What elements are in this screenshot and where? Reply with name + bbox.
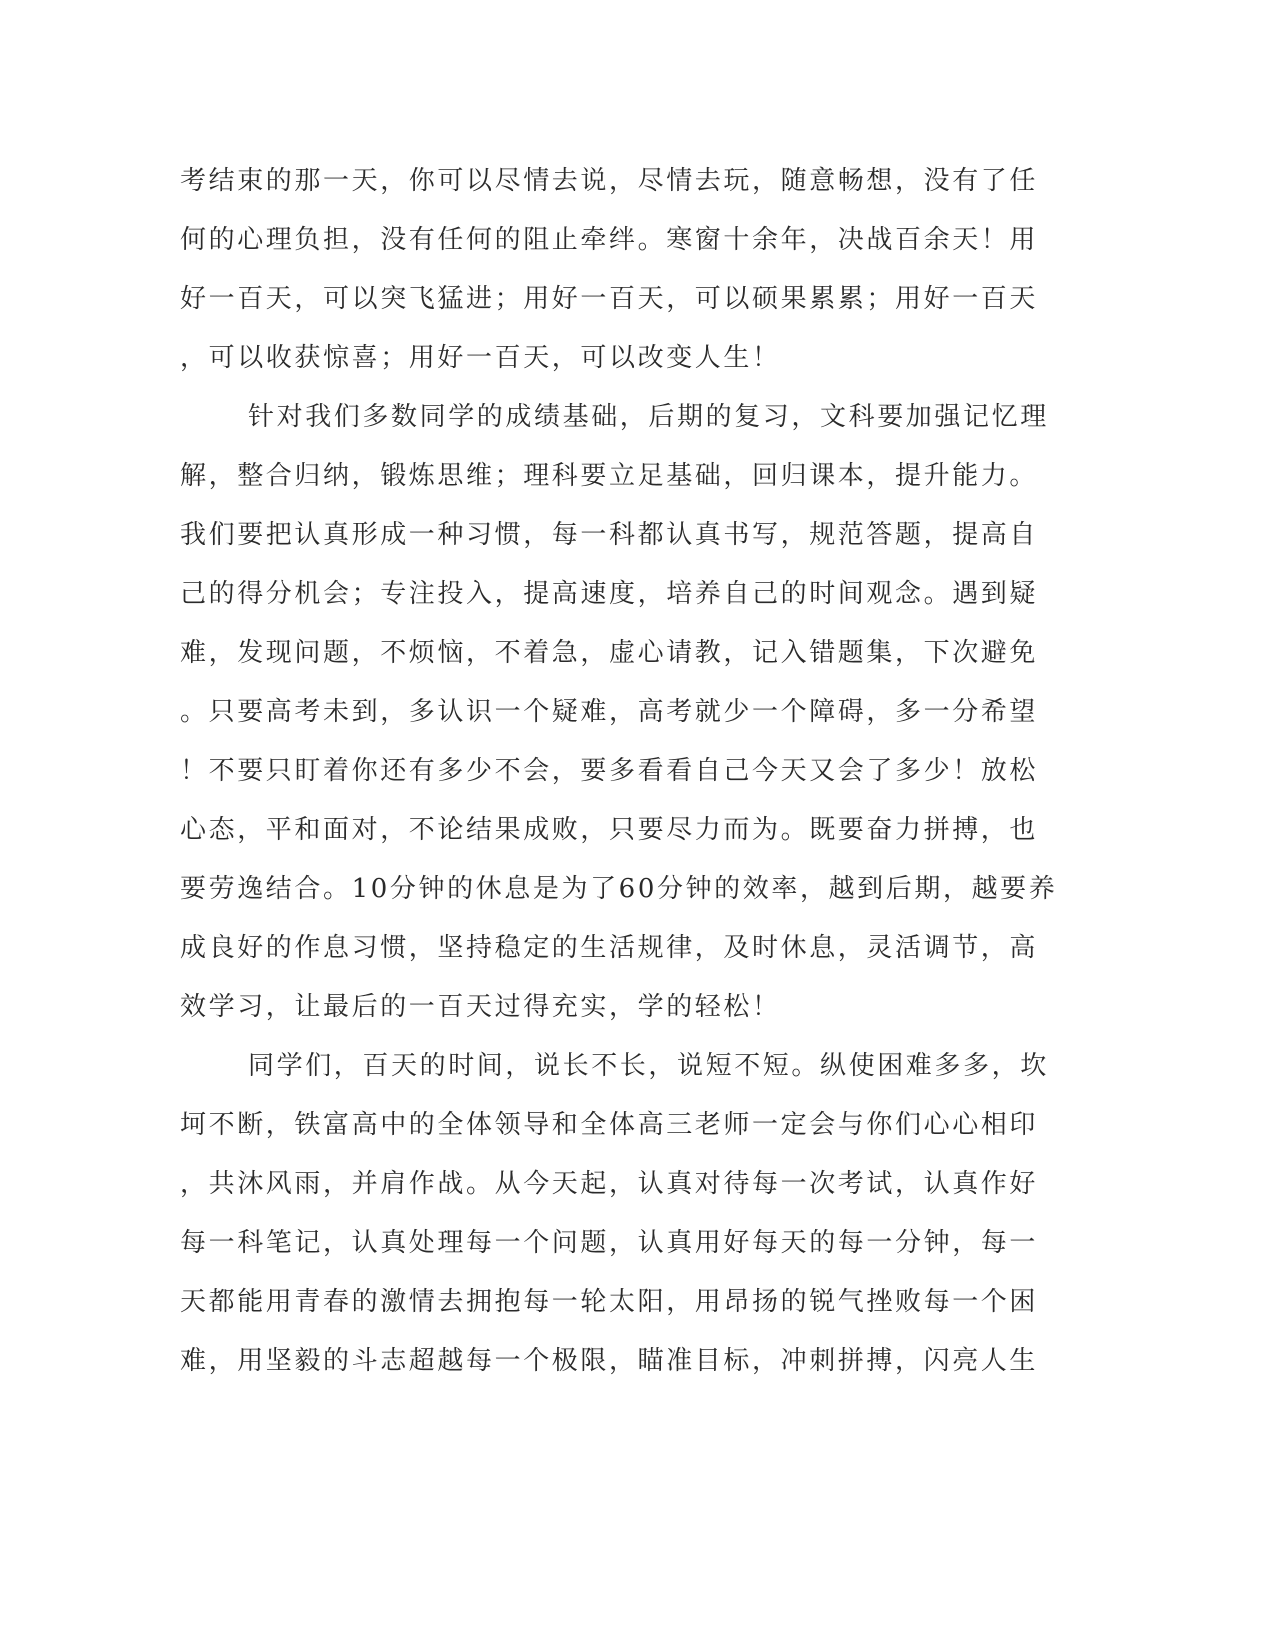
text-line: 天都能用青春的激情去拥抱每一轮太阳，用昂扬的锐气挫败每一个困 xyxy=(180,1287,1039,1317)
text-line: 难，发现问题，不烦恼，不着急，虚心请教，记入错题集，下次避免 xyxy=(180,638,1039,668)
text-line: ！不要只盯着你还有多少不会，要多看看自己今天又会了多少！放松 xyxy=(180,756,1039,786)
paragraph-start-line: 同学们，百天的时间，说长不长，说短不短。纵使困难多多，坎 xyxy=(248,1051,1049,1081)
text-line: 何的心理负担，没有任何的阻止牵绊。寒窗十余年，决战百余天！用 xyxy=(180,225,1039,255)
text-line: 解，整合归纳，锻炼思维；理科要立足基础，回归课本，提升能力。 xyxy=(180,461,1039,491)
text-line: 坷不断，铁富高中的全体领导和全体高三老师一定会与你们心心相印 xyxy=(180,1110,1039,1140)
text-line: 我们要把认真形成一种习惯，每一科都认真书写，规范答题，提高自 xyxy=(180,520,1039,550)
text-line: 每一科笔记，认真处理每一个问题，认真用好每天的每一分钟，每一 xyxy=(180,1228,1039,1258)
text-line: 。只要高考未到，多认识一个疑难，高考就少一个障碍，多一分希望 xyxy=(180,697,1039,727)
text-line: 考结束的那一天，你可以尽情去说，尽情去玩，随意畅想，没有了任 xyxy=(180,166,1039,196)
paragraph-start-line: 针对我们多数同学的成绩基础，后期的复习，文科要加强记忆理 xyxy=(248,402,1049,432)
text-line: 难，用坚毅的斗志超越每一个极限，瞄准目标，冲刺拼搏，闪亮人生 xyxy=(180,1346,1039,1376)
text-line: ，可以收获惊喜；用好一百天，可以改变人生！ xyxy=(180,343,781,373)
text-line: 心态，平和面对，不论结果成败，只要尽力而为。既要奋力拼搏，也 xyxy=(180,815,1039,845)
text-line: 要劳逸结合。10分钟的休息是为了60分钟的效率，越到后期，越要养 xyxy=(180,874,1058,904)
text-line: 好一百天，可以突飞猛进；用好一百天，可以硕果累累；用好一百天 xyxy=(180,284,1039,314)
text-line: 效学习，让最后的一百天过得充实，学的轻松！ xyxy=(180,992,781,1022)
text-line: ，共沐风雨，并肩作战。从今天起，认真对待每一次考试，认真作好 xyxy=(180,1169,1039,1199)
text-line: 成良好的作息习惯，坚持稳定的生活规律，及时休息，灵活调节，高 xyxy=(180,933,1039,963)
body-text xyxy=(180,152,1058,1391)
text-line: 己的得分机会；专注投入，提高速度，培养自己的时间观念。遇到疑 xyxy=(180,579,1039,609)
